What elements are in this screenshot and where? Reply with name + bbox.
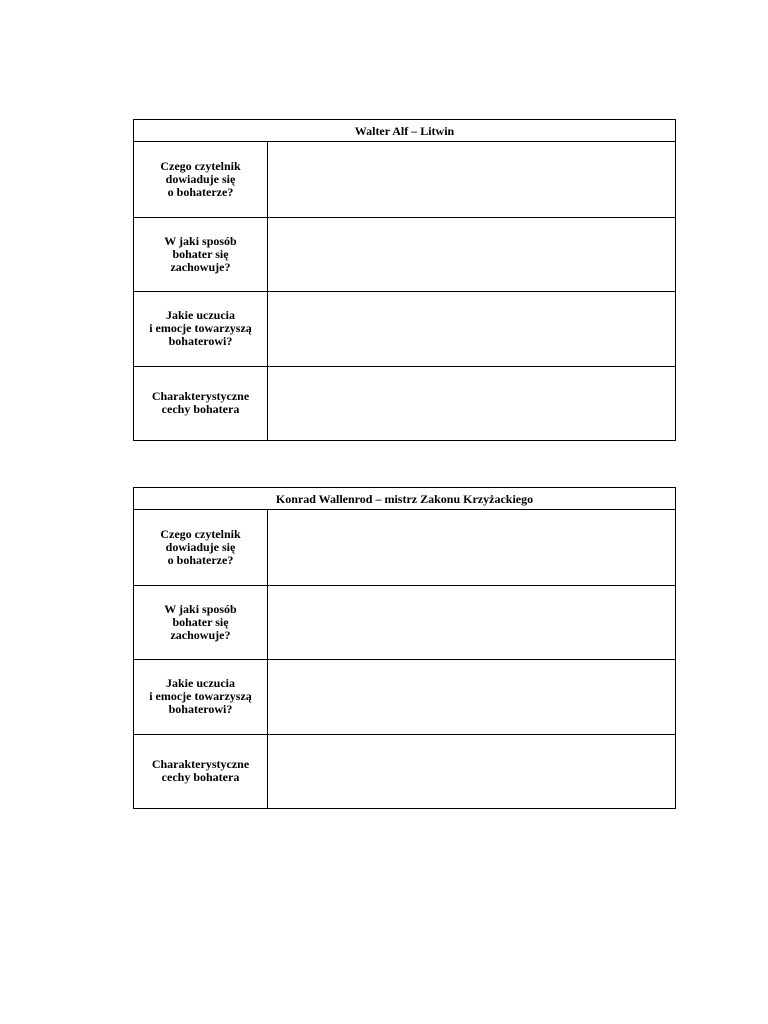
question-label: W jaki sposób bohater się zachowuje?: [134, 218, 268, 292]
answer-cell[interactable]: [268, 142, 675, 217]
table-row: [134, 142, 675, 217]
question-label: Jakie uczucia i emocje towarzyszą bohaterowi?: [134, 292, 268, 366]
table-title: Walter Alf – Litwin: [134, 120, 675, 142]
answer-cell[interactable]: [268, 510, 675, 585]
worksheet-table-walter-alf: [133, 119, 676, 441]
table-title: Konrad Wallenrod – mistrz Zakonu Krzyżackiego: [134, 488, 675, 510]
answer-cell[interactable]: [268, 367, 675, 441]
question-label: Charakterystyczne cechy bohatera: [134, 367, 268, 441]
table-row: [134, 366, 675, 441]
answer-cell[interactable]: [268, 735, 675, 809]
question-label: Charakterystyczne cechy bohatera: [134, 735, 268, 809]
table-row: [134, 510, 675, 585]
worksheet-table-konrad-wallenrod: [133, 487, 676, 809]
answer-cell[interactable]: [268, 292, 675, 366]
table-row: [134, 291, 675, 366]
table-row: [134, 217, 675, 292]
answer-cell[interactable]: [268, 218, 675, 292]
table-row: [134, 585, 675, 660]
answer-cell[interactable]: [268, 660, 675, 734]
answer-cell[interactable]: [268, 586, 675, 660]
question-label: Czego czytelnik dowiaduje się o bohaterze?: [134, 142, 268, 217]
question-label: W jaki sposób bohater się zachowuje?: [134, 586, 268, 660]
question-label: Jakie uczucia i emocje towarzyszą bohaterowi?: [134, 660, 268, 734]
table-row: [134, 659, 675, 734]
table-row: [134, 734, 675, 809]
question-label: Czego czytelnik dowiaduje się o bohaterze?: [134, 510, 268, 585]
